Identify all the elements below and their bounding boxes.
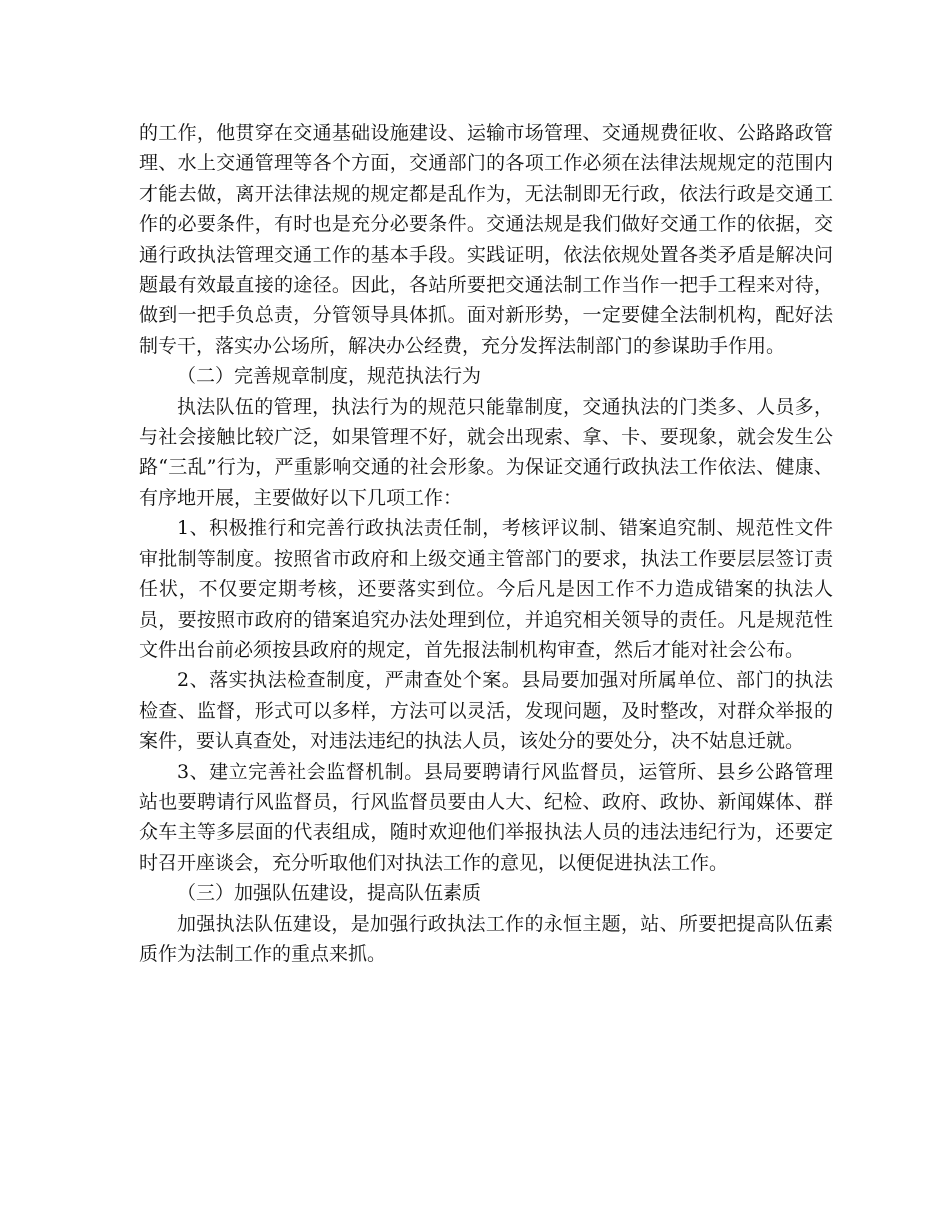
paragraph: 2、落实执法检查制度，严肃查处个案。县局要加强对所属单位、部门的执法检查、监督，形式可以多样，方法可以灵活，发现问题，及时整改，对群众举报的案件，要认真查处，对违法违纪的执法人员，该处分的要处分，决不姑息迁就。 — [139, 669, 833, 753]
paragraph: 1、积极推行和完善行政执法责任制，考核评议制、错案追究制、规范性文件审批制等制度。按照省市政府和上级交通主管部门的要求，执法工作要层层签订责任状，不仅要定期考核，还要落实到位。今后凡是因工作不力造成错案的执法人员，要按照市政府的错案追究办法处理到位，并追究相关领导的责任。凡是规范性文件出台前必须按县政府的规定，首先报法制机构审查，然后才能对社会公布。 — [139, 517, 833, 661]
paragraph: 执法队伍的管理，执法行为的规范只能靠制度，交通执法的门类多、人员多，与社会接触比较广泛，如果管理不好，就会出现索、拿、卡、要现象，就会发生公路“三乱”行为，严重影响交通的社会形象。为保证交通行政执法工作依法、健康、有序地开展，主要做好以下几项工作： — [139, 395, 833, 509]
section-heading: （二）完善规章制度，规范执法行为 — [177, 365, 482, 388]
paragraph: 加强执法队伍建设，是加强行政执法工作的永恒主题，站、所要把提高队伍素质作为法制工作的重点来抓。 — [139, 912, 833, 965]
paragraph: 3、建立完善社会监督机制。县局要聘请行风监督员，运管所、县乡公路管理站也要聘请行风监督员，行风监督员要由人大、纪检、政府、政协、新闻媒体、群众车主等多层面的代表组成，随时欢迎他们举报执法人员的违法违纪行为，还要定时召开座谈会，充分听取他们对执法工作的意见，以便促进执法工作。 — [139, 760, 833, 874]
paragraph-continued: 的工作，他贯穿在交通基础设施建设、运输市场管理、交通规费征收、公路路政管理、水上交通管理等各个方面，交通部门的各项工作必须在法律法规规定的范围内才能去做，离开法律法规的规定都是乱作为，无法制即无行政，依法行政是交通工作的必要条件，有时也是充分必要条件。交通法规是我们做好交通工作的依据，交通行政执法管理交通工作的基本手段。实践证明，依法依规处置各类矛盾是解决问题最有效最直接的途径。因此，各站所要把交通法制工作当作一把手工程来对待，做到一把手负总责，分管领导具体抓。面对新形势，一定要健全法制机构，配好法制专干，落实办公场所，解决办公经费，充分发挥法制部门的参谋助手作用。 — [139, 122, 833, 357]
document-body — [139, 118, 833, 969]
section-heading: （三）加强队伍建设，提高队伍素质 — [177, 882, 482, 905]
